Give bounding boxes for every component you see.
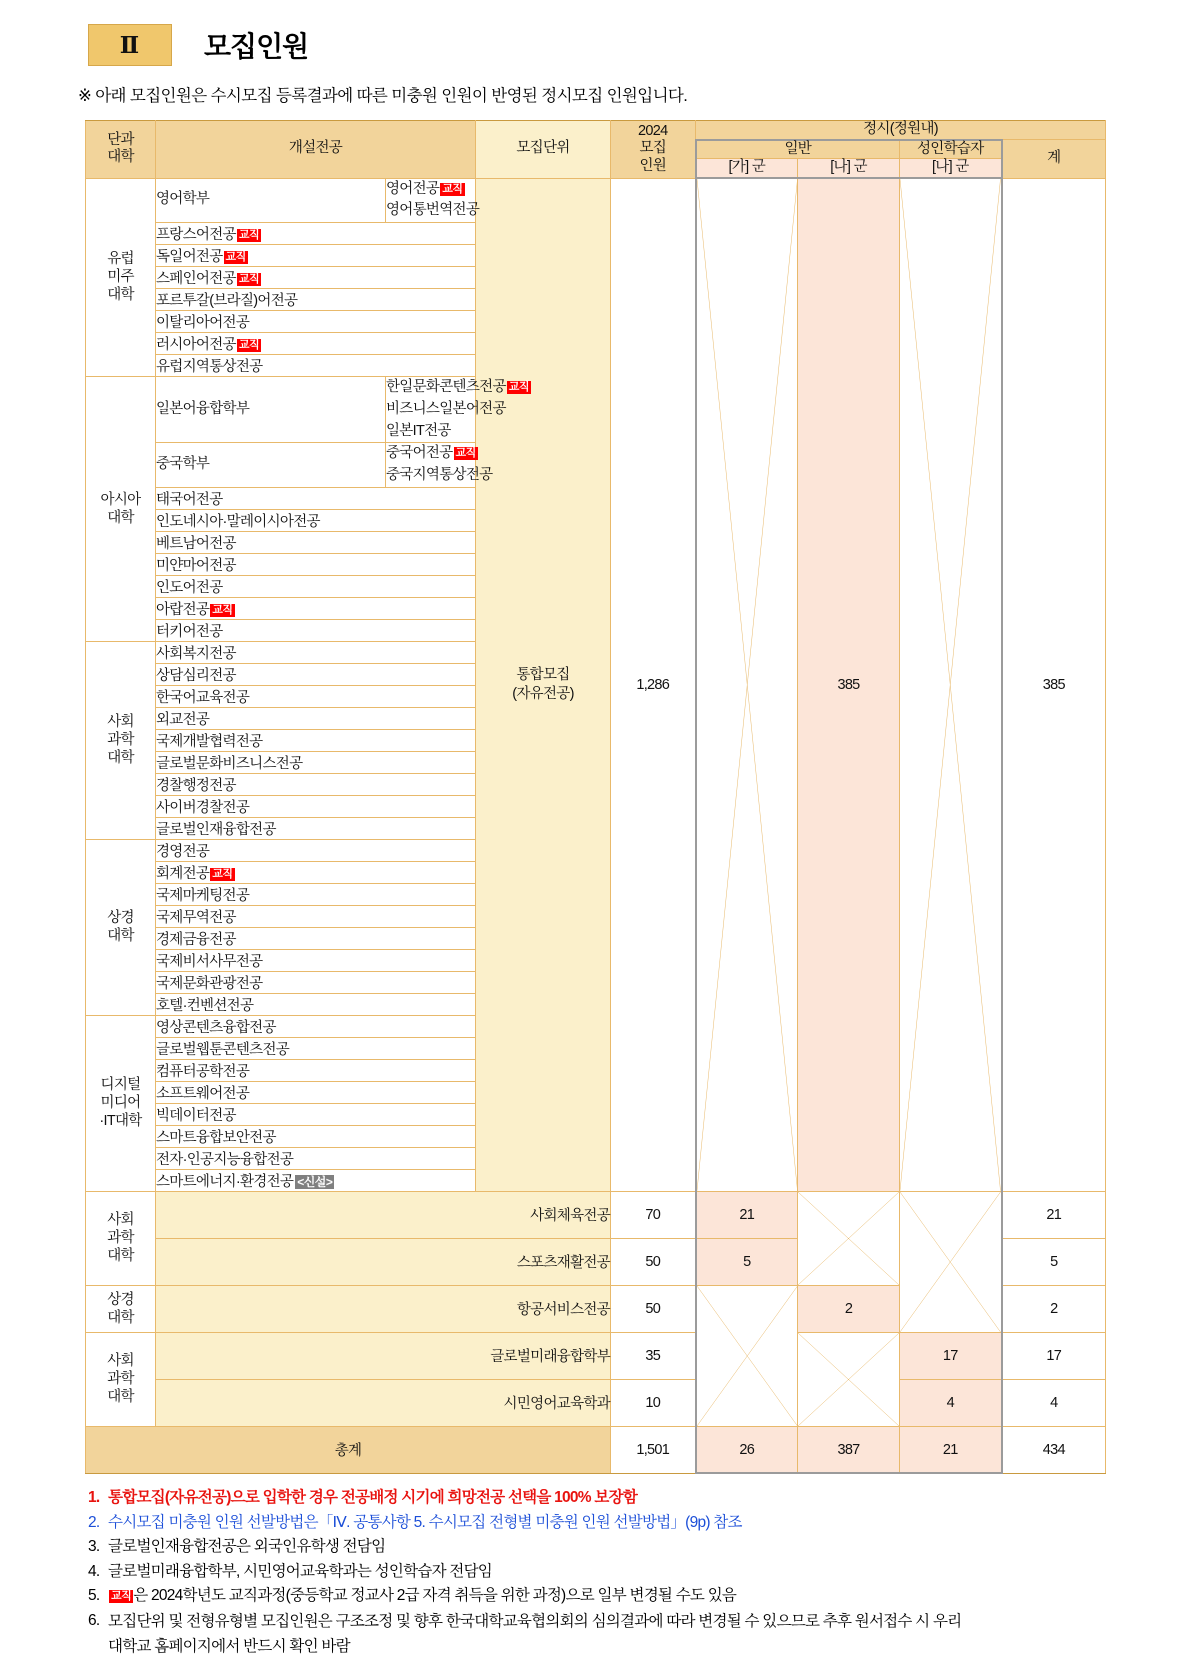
th-na-gun: [나] 군 bbox=[798, 159, 900, 178]
college-name-line: 대학 bbox=[107, 509, 134, 526]
integrated-unit-line1: 통합모집 bbox=[516, 666, 570, 683]
table-body bbox=[86, 178, 1106, 1473]
bottom-total: 4 bbox=[1002, 1379, 1106, 1426]
major-sub-item: 일본IT전공 bbox=[386, 422, 451, 439]
footnote-index: 6. bbox=[88, 1611, 100, 1629]
college-name-line: 아시아 bbox=[100, 491, 141, 508]
integrated-adult-empty bbox=[900, 178, 1002, 1191]
footnote-item bbox=[88, 1560, 1118, 1584]
major-cell: 국제문화관광전공 bbox=[156, 971, 476, 993]
college-name-line: 상경 bbox=[107, 910, 134, 927]
th-total: 계 bbox=[1002, 140, 1106, 178]
total-label: 총계 bbox=[86, 1426, 611, 1473]
major-sub-item: 중국어전공 교직 bbox=[386, 445, 476, 462]
college-name-line: 상경 bbox=[107, 1291, 134, 1308]
college-name-cell bbox=[86, 178, 156, 377]
college-name-line: 대학 bbox=[107, 1309, 134, 1326]
gyojik-badge: 교직 bbox=[455, 447, 476, 460]
major-cell: 인도어전공 bbox=[156, 575, 476, 597]
th-majors: 개설전공 bbox=[156, 121, 476, 179]
intro-note: ※ 아래 모집인원은 수시모집 등록결과에 따른 미충원 인원이 반영된 정시모집 인원입니다. bbox=[78, 87, 688, 105]
empty-cross-mark bbox=[900, 1192, 1001, 1332]
college-name-line: 사회 bbox=[107, 714, 134, 731]
major-cell: 국제무역전공 bbox=[156, 905, 476, 927]
major-cell: 인도네시아·말레이시아전공 bbox=[156, 509, 476, 531]
major-cell: 외교전공 bbox=[156, 707, 476, 729]
major-cell: 글로벌문화비즈니스전공 bbox=[156, 751, 476, 773]
major-cell: 유럽지역통상전공 bbox=[156, 355, 476, 377]
footnote-text: 글로벌미래융합학부, 시민영어교육학과는 성인학습자 전담임 bbox=[108, 1562, 493, 1580]
college-name-line: 사회 bbox=[107, 1212, 134, 1229]
major-sub-item: 영어전공 교직 bbox=[386, 180, 463, 197]
th-adult: 성인학습자 bbox=[900, 140, 1002, 159]
college-name-cell bbox=[86, 377, 156, 642]
bottom-total: 5 bbox=[1002, 1238, 1106, 1285]
major-cell: 베트남어전공 bbox=[156, 531, 476, 553]
empty-cross-mark bbox=[798, 1192, 899, 1285]
th-jeongsi: 정시(정원내) bbox=[696, 121, 1106, 140]
major-cell: 국제개발협력전공 bbox=[156, 729, 476, 751]
major-group-cell: 일본어융합학부 bbox=[156, 377, 386, 443]
bottom-major-name: 항공서비스전공 bbox=[156, 1285, 611, 1332]
bottom-ga-gun: 5 bbox=[696, 1238, 798, 1285]
bottom-major-name: 시민영어교육학과 bbox=[156, 1379, 611, 1426]
college-name-line: 디지털 bbox=[100, 1077, 141, 1094]
integrated-quota-2024: 1,286 bbox=[611, 178, 696, 1191]
footnote-item bbox=[88, 1486, 1118, 1510]
integrated-unit-line2: (자유전공) bbox=[512, 685, 574, 702]
major-group-cell: 영어학부 bbox=[156, 178, 386, 223]
bottom-major-name: 글로벌미래융합학부 bbox=[156, 1332, 611, 1379]
bottom-adult: 4 bbox=[900, 1379, 1002, 1426]
major-cell: 글로벌인재융합전공 bbox=[156, 817, 476, 839]
bottom-major-row bbox=[86, 1191, 1106, 1238]
bottom-ga-gun: 21 bbox=[696, 1191, 798, 1238]
gyojik-badge: 교직 bbox=[111, 1590, 132, 1603]
gyojik-badge: 교직 bbox=[238, 273, 260, 286]
th-adult-na-gun: [나] 군 bbox=[900, 159, 1002, 178]
major-row bbox=[86, 178, 1106, 223]
college-name-line: 미디어 bbox=[100, 1095, 141, 1112]
bottom-adult: 17 bbox=[900, 1332, 1002, 1379]
th-college-line1: 단과 bbox=[107, 131, 134, 148]
college-name-line: ·IT대학 bbox=[99, 1113, 142, 1130]
footnote-line2: 대학교 홈페이지에서 반드시 확인 바람 bbox=[108, 1637, 350, 1655]
footnote-item bbox=[88, 1584, 1118, 1608]
th-college bbox=[86, 121, 156, 179]
recruitment-table-wrapper bbox=[85, 120, 1105, 1474]
footnote-text: 교직 은 2024학년도 교직과정(중등학교 정교사 2급 자격 취득을 위한 과정)으로 일부 변경될 수도 있음 bbox=[111, 1587, 737, 1605]
major-cell: 스마트에너지·환경전공 <신설> bbox=[156, 1169, 476, 1191]
footnote-index: 3. bbox=[88, 1538, 100, 1556]
integrated-na-gun: 385 bbox=[798, 178, 900, 1191]
total-ga-gun: 26 bbox=[696, 1426, 798, 1473]
footnote-text: 수시모집 미충원 인원 선발방법은「Ⅳ. 공통사항 5. 수시모집 전형별 미충원 인원 선발방법」(9p) 참조 bbox=[108, 1513, 742, 1531]
major-cell: 포르투갈(브라질)어전공 bbox=[156, 289, 476, 311]
th-general: 일반 bbox=[696, 140, 900, 159]
footnote-index: 5. bbox=[88, 1587, 100, 1605]
th-unit: 모집단위 bbox=[476, 121, 611, 179]
empty-cross-mark bbox=[798, 1333, 899, 1426]
bottom-major-row bbox=[86, 1379, 1106, 1426]
college-name-cell bbox=[86, 1332, 156, 1426]
major-cell: 빅데이터전공 bbox=[156, 1103, 476, 1125]
total-adult: 21 bbox=[900, 1426, 1002, 1473]
college-name-line: 사회 bbox=[107, 1353, 134, 1370]
college-name-line: 유럽 bbox=[107, 251, 134, 268]
footnotes bbox=[88, 1486, 1118, 1659]
major-cell: 아랍전공 교직 bbox=[156, 597, 476, 619]
major-cell: 사이버경찰전공 bbox=[156, 795, 476, 817]
major-cell: 터키어전공 bbox=[156, 619, 476, 641]
recruitment-table bbox=[85, 120, 1106, 1474]
college-name-cell bbox=[86, 1191, 156, 1285]
major-cell: 사회복지전공 bbox=[156, 641, 476, 663]
major-sub-list-cell bbox=[386, 443, 493, 488]
major-cell: 태국어전공 bbox=[156, 487, 476, 509]
bottom-major-row bbox=[86, 1332, 1106, 1379]
total-na-gun: 387 bbox=[798, 1426, 900, 1473]
gyojik-badge: 교직 bbox=[225, 251, 246, 264]
table-header bbox=[86, 121, 1106, 179]
major-cell: 스페인어전공 교직 bbox=[156, 267, 476, 289]
page-root bbox=[0, 24, 1190, 1655]
major-cell: 경영전공 bbox=[156, 839, 476, 861]
total-quota-2024: 1,501 bbox=[611, 1426, 696, 1473]
major-cell: 컴퓨터공학전공 bbox=[156, 1059, 476, 1081]
major-cell: 호텔·컨벤션전공 bbox=[156, 993, 476, 1015]
integrated-ga-gun-empty bbox=[696, 178, 798, 1191]
major-sub-list-cell bbox=[386, 377, 530, 443]
college-name-cell bbox=[86, 1285, 156, 1332]
th-quota-line1: 2024 bbox=[638, 122, 668, 139]
total-sum: 434 bbox=[1002, 1426, 1106, 1473]
major-sub-item: 영어통번역전공 bbox=[386, 202, 480, 219]
footnote-index: 1. bbox=[88, 1489, 100, 1507]
major-sub-item: 한일문화콘텐츠전공 교직 bbox=[386, 379, 530, 396]
bottom-total: 21 bbox=[1002, 1191, 1106, 1238]
major-cell: 이탈리아어전공 bbox=[156, 311, 476, 333]
major-cell: 소프트웨어전공 bbox=[156, 1081, 476, 1103]
th-quota-line2: 모집 bbox=[639, 140, 667, 157]
major-cell: 국제비서사무전공 bbox=[156, 949, 476, 971]
major-cell: 전자·인공지능융합전공 bbox=[156, 1147, 476, 1169]
new-badge: <신설> bbox=[297, 1174, 333, 1189]
college-name-line: 대학 bbox=[107, 750, 134, 767]
bottom-total: 2 bbox=[1002, 1285, 1106, 1332]
bottom-quota-2024: 50 bbox=[611, 1285, 696, 1332]
bottom-na-gun-empty bbox=[798, 1191, 900, 1285]
th-quota-2024 bbox=[611, 121, 696, 179]
bottom-major-name: 사회체육전공 bbox=[156, 1191, 611, 1238]
footnote-item bbox=[88, 1609, 1118, 1659]
th-college-line2: 대학 bbox=[107, 149, 134, 166]
major-cell: 국제마케팅전공 bbox=[156, 883, 476, 905]
gyojik-badge: 교직 bbox=[508, 381, 530, 394]
th-quota-line3: 인원 bbox=[639, 158, 667, 175]
major-cell: 영상콘텐츠융합전공 bbox=[156, 1015, 476, 1037]
college-name-line: 미주 bbox=[107, 269, 134, 286]
footnote-index: 2. bbox=[88, 1513, 100, 1531]
college-name-line: 대학 bbox=[107, 1248, 134, 1265]
major-cell: 경찰행정전공 bbox=[156, 773, 476, 795]
footnote-item bbox=[88, 1511, 1118, 1535]
college-name-line: 과학 bbox=[107, 1230, 134, 1247]
empty-cross-mark bbox=[900, 179, 1001, 1191]
th-ga-gun: [가] 군 bbox=[696, 159, 798, 178]
college-name-cell bbox=[86, 641, 156, 839]
section-number-badge: Ⅱ bbox=[88, 24, 172, 66]
major-group-cell: 중국학부 bbox=[156, 443, 386, 488]
footnote-text: 글로벌인재융합전공은 외국인유학생 전담임 bbox=[108, 1538, 386, 1556]
major-cell: 회계전공 교직 bbox=[156, 861, 476, 883]
bottom-ga-gun-empty bbox=[696, 1285, 798, 1426]
footnote-text: 모집단위 및 전형유형별 모집인원은 구조조정 및 향후 한국대학교육협의회의 심의결과에 따라 변경될 수 있으므로 추후 원서접수 시 우리 대학교 홈페이지에서 반드시 확인 바람 bbox=[108, 1609, 1118, 1659]
footnote-item bbox=[88, 1535, 1118, 1559]
integrated-unit-cell bbox=[476, 178, 611, 1191]
bottom-na-gun: 2 bbox=[798, 1285, 900, 1332]
bottom-quota-2024: 10 bbox=[611, 1379, 696, 1426]
gyojik-badge: 교직 bbox=[238, 229, 260, 242]
college-name-cell bbox=[86, 839, 156, 1015]
college-name-line: 대학 bbox=[107, 1389, 134, 1406]
header-row-1 bbox=[86, 121, 1106, 140]
bottom-major-name: 스포츠재활전공 bbox=[156, 1238, 611, 1285]
major-cell: 미얀마어전공 bbox=[156, 553, 476, 575]
empty-cross-mark bbox=[697, 179, 798, 1191]
major-cell: 경제금융전공 bbox=[156, 927, 476, 949]
total-row bbox=[86, 1426, 1106, 1473]
bottom-adult-empty bbox=[900, 1191, 1002, 1332]
gyojik-badge: 교직 bbox=[238, 339, 260, 352]
college-name-line: 대학 bbox=[107, 287, 134, 304]
footnote-text: 통합모집(자유전공)으로 입학한 경우 전공배정 시기에 희망전공 선택을 100% 보장함 bbox=[108, 1489, 638, 1507]
empty-cross-mark bbox=[697, 1286, 798, 1426]
page-title-row bbox=[88, 24, 1190, 66]
major-sub-item: 중국지역통상전공 bbox=[386, 467, 493, 484]
major-cell: 프랑스어전공 교직 bbox=[156, 223, 476, 245]
bottom-total: 17 bbox=[1002, 1332, 1106, 1379]
college-name-line: 대학 bbox=[107, 928, 134, 945]
bottom-quota-2024: 35 bbox=[611, 1332, 696, 1379]
college-name-line: 과학 bbox=[107, 1371, 134, 1388]
major-cell: 한국어교육전공 bbox=[156, 685, 476, 707]
major-sub-item: 비즈니스일본어전공 bbox=[386, 400, 506, 417]
major-cell: 스마트융합보안전공 bbox=[156, 1125, 476, 1147]
major-sub-list-cell bbox=[386, 178, 480, 223]
footnote-index: 4. bbox=[88, 1562, 100, 1580]
major-cell: 러시아어전공 교직 bbox=[156, 333, 476, 355]
college-name-cell bbox=[86, 1015, 156, 1191]
major-cell: 독일어전공 교직 bbox=[156, 245, 476, 267]
bottom-na-gun-empty bbox=[798, 1332, 900, 1426]
gyojik-badge: 교직 bbox=[212, 867, 233, 880]
major-cell: 상담심리전공 bbox=[156, 663, 476, 685]
bottom-quota-2024: 70 bbox=[611, 1191, 696, 1238]
major-cell: 글로벌웹툰콘텐츠전공 bbox=[156, 1037, 476, 1059]
integrated-total: 385 bbox=[1002, 178, 1106, 1191]
gyojik-badge: 교직 bbox=[212, 603, 233, 616]
college-name-line: 과학 bbox=[107, 732, 134, 749]
gyojik-badge: 교직 bbox=[442, 182, 463, 195]
page-title: 모집인원 bbox=[204, 31, 309, 62]
bottom-quota-2024: 50 bbox=[611, 1238, 696, 1285]
